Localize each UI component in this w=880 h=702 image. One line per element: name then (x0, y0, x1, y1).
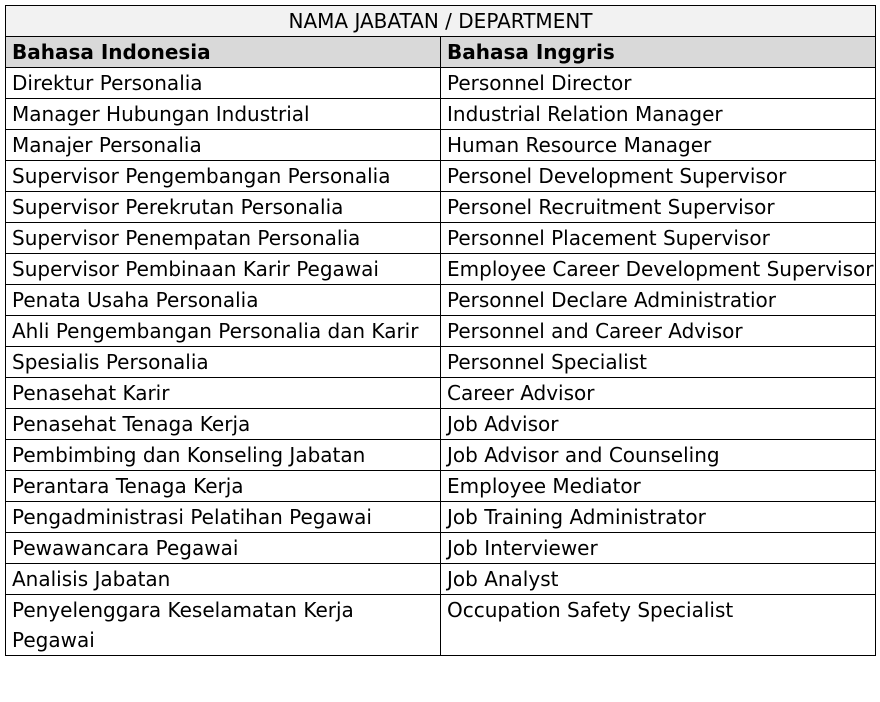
cell-english: Personel Recruitment Supervisor (441, 192, 876, 223)
cell-english: Industrial Relation Manager (441, 99, 876, 130)
table-title-row (6, 6, 876, 37)
cell-indonesian: Penyelenggara Keselamatan Kerja Pegawai (6, 595, 441, 656)
cell-indonesian: Manager Hubungan Industrial (6, 99, 441, 130)
cell-english: Job Analyst (441, 564, 876, 595)
table-row (6, 533, 876, 564)
table-body (6, 68, 876, 656)
cell-english: Job Advisor (441, 409, 876, 440)
cell-indonesian: Penata Usaha Personalia (6, 285, 441, 316)
cell-english: Personnel Director (441, 68, 876, 99)
cell-english: Employee Career Development Supervisor (441, 254, 876, 285)
cell-english: Occupation Safety Specialist (441, 595, 876, 656)
table-row (6, 99, 876, 130)
cell-english: Career Advisor (441, 378, 876, 409)
cell-indonesian: Supervisor Pembinaan Karir Pegawai (6, 254, 441, 285)
cell-indonesian: Pengadministrasi Pelatihan Pegawai (6, 502, 441, 533)
job-title-translation-table (5, 5, 876, 656)
table-row (6, 471, 876, 502)
table-row (6, 285, 876, 316)
cell-indonesian: Ahli Pengembangan Personalia dan Karir (6, 316, 441, 347)
table-row (6, 409, 876, 440)
cell-english: Job Advisor and Counseling (441, 440, 876, 471)
table-row (6, 68, 876, 99)
cell-indonesian: Analisis Jabatan (6, 564, 441, 595)
cell-indonesian: Supervisor Penempatan Personalia (6, 223, 441, 254)
table-header-row (6, 37, 876, 68)
table-row (6, 192, 876, 223)
column-header-indonesian: Bahasa Indonesia (6, 37, 441, 68)
cell-indonesian: Pewawancara Pegawai (6, 533, 441, 564)
table-row (6, 378, 876, 409)
cell-english: Personel Development Supervisor (441, 161, 876, 192)
table-title: NAMA JABATAN / DEPARTMENT (6, 6, 876, 37)
table-row (6, 564, 876, 595)
cell-indonesian: Supervisor Perekrutan Personalia (6, 192, 441, 223)
cell-english: Personnel Declare Administratior (441, 285, 876, 316)
document-table-wrapper (5, 5, 876, 656)
cell-english: Personnel and Career Advisor (441, 316, 876, 347)
table-row (6, 440, 876, 471)
column-header-english: Bahasa Inggris (441, 37, 876, 68)
cell-english: Job Interviewer (441, 533, 876, 564)
cell-indonesian: Perantara Tenaga Kerja (6, 471, 441, 502)
table-row (6, 347, 876, 378)
cell-indonesian: Spesialis Personalia (6, 347, 441, 378)
cell-indonesian: Penasehat Karir (6, 378, 441, 409)
table-row (6, 254, 876, 285)
cell-indonesian: Direktur Personalia (6, 68, 441, 99)
cell-indonesian: Pembimbing dan Konseling Jabatan (6, 440, 441, 471)
table-row (6, 223, 876, 254)
cell-english: Employee Mediator (441, 471, 876, 502)
table-row (6, 595, 876, 656)
cell-english: Personnel Placement Supervisor (441, 223, 876, 254)
cell-english: Personnel Specialist (441, 347, 876, 378)
cell-indonesian: Penasehat Tenaga Kerja (6, 409, 441, 440)
table-row (6, 316, 876, 347)
cell-english: Human Resource Manager (441, 130, 876, 161)
cell-indonesian: Supervisor Pengembangan Personalia (6, 161, 441, 192)
cell-english: Job Training Administrator (441, 502, 876, 533)
table-row (6, 502, 876, 533)
table-row (6, 161, 876, 192)
table-row (6, 130, 876, 161)
cell-indonesian: Manajer Personalia (6, 130, 441, 161)
